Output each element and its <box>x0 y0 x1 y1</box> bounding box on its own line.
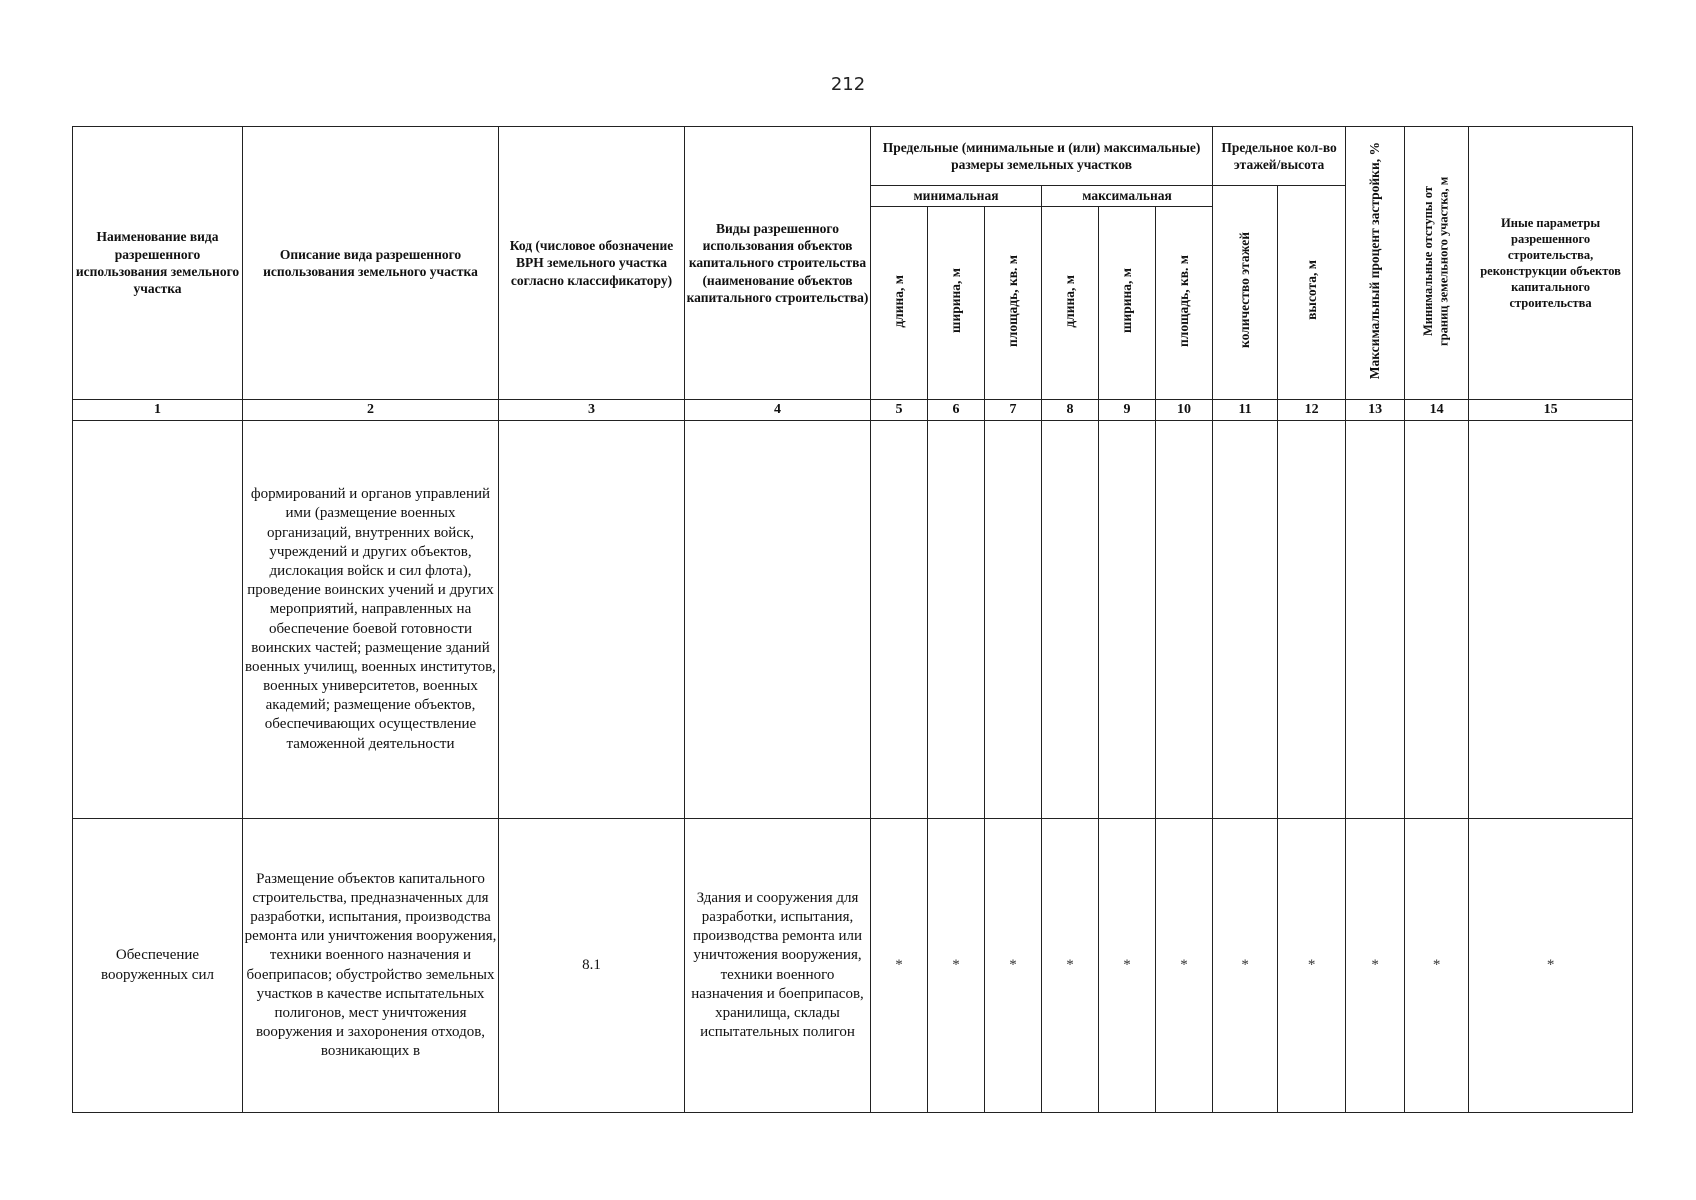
header-min-setbacks: Минимальные отступы от границ земельного участка, м <box>1405 127 1469 400</box>
column-number: 13 <box>1346 400 1405 421</box>
value-cell: * <box>1156 819 1213 1113</box>
value-cell: * <box>871 819 928 1113</box>
value-cell <box>871 421 928 819</box>
header-plot-sizes: Предельные (минимальные и (или) максимальные) размеры земельных участков <box>871 127 1213 186</box>
value-cell <box>928 421 985 819</box>
table-row <box>73 819 1633 1113</box>
column-number: 1 <box>73 400 243 421</box>
value-cell: * <box>928 819 985 1113</box>
header-floors-group: Предельное кол-во этажей/высота <box>1213 127 1346 186</box>
header-description: Описание вида разрешенного использования земельного участка <box>243 127 499 400</box>
row-code-cell <box>499 421 685 819</box>
column-number: 2 <box>243 400 499 421</box>
value-cell: * <box>1405 819 1469 1113</box>
column-number: 9 <box>1099 400 1156 421</box>
column-number: 15 <box>1469 400 1633 421</box>
row-building-types-cell <box>685 421 871 819</box>
header-max-width: ширина, м <box>1099 207 1156 400</box>
value-cell <box>1099 421 1156 819</box>
column-number: 8 <box>1042 400 1099 421</box>
value-cell: * <box>1213 819 1278 1113</box>
header-floors-count: количество этажей <box>1213 186 1278 400</box>
value-cell <box>1156 421 1213 819</box>
value-cell <box>1042 421 1099 819</box>
row-description-cell: Размещение объектов капитального строительства, предназначенных для разработки, испытания, производства ремонта или уничтожения вооружения, техники военного назначения и боеприпасов; обустройство земельных участков в качестве испытательных полигонов, мест уничтожения вооружения и захоронения отходов, возникающих в <box>243 819 499 1113</box>
column-number: 12 <box>1278 400 1346 421</box>
column-number: 3 <box>499 400 685 421</box>
column-number: 6 <box>928 400 985 421</box>
column-number: 10 <box>1156 400 1213 421</box>
header-min-width: ширина, м <box>928 207 985 400</box>
table-row <box>73 421 1633 819</box>
value-cell <box>1278 421 1346 819</box>
header-min-length: длина, м <box>871 207 928 400</box>
column-number: 4 <box>685 400 871 421</box>
row-building-types-cell: Здания и сооружения для разработки, испытания, производства ремонта или уничтожения вооружения, техники военного назначения и боеприпасов, хранилища, склады испытательных полигон <box>685 819 871 1113</box>
header-height: высота, м <box>1278 186 1346 400</box>
value-cell <box>1405 421 1469 819</box>
value-cell: * <box>1346 819 1405 1113</box>
value-cell <box>1213 421 1278 819</box>
value-cell <box>985 421 1042 819</box>
column-number: 14 <box>1405 400 1469 421</box>
column-number: 11 <box>1213 400 1278 421</box>
row-name-cell <box>73 421 243 819</box>
header-max-coverage: Максимальный процент застройки, % <box>1346 127 1405 400</box>
value-cell: * <box>1278 819 1346 1113</box>
value-cell <box>1469 421 1633 819</box>
header-building-types: Виды разрешенного использования объектов капитального строительства (наименование объектов капитального строительства) <box>685 127 871 400</box>
column-number: 5 <box>871 400 928 421</box>
row-description-cell: формирований и органов управлений ими (размещение военных организаций, внутренних войск, учреждений и других объектов, дислокация войск и сил флота), проведение воинских учений и других мероприятий, направленных на обеспечение боевой готовности воинских частей; размещение зданий военных училищ, военных институтов, военных университетов, военных академий; размещение объектов, обеспечивающих осуществление таможенной деятельности <box>243 421 499 819</box>
header-name: Наименование вида разрешенного использования земельного участка <box>73 127 243 400</box>
header-other-params: Иные параметры разрешенного строительства, реконструкции объектов капитального строительства <box>1469 127 1633 400</box>
header-max-length: длина, м <box>1042 207 1099 400</box>
column-number-row <box>73 400 1633 421</box>
value-cell: * <box>1042 819 1099 1113</box>
header-row-1 <box>73 127 1633 186</box>
row-name-cell: Обеспечение вооруженных сил <box>73 819 243 1113</box>
value-cell: * <box>985 819 1042 1113</box>
header-min-area: площадь, кв. м <box>985 207 1042 400</box>
header-minimum: минимальная <box>871 186 1042 207</box>
row-code-cell: 8.1 <box>499 819 685 1113</box>
header-max-area: площадь, кв. м <box>1156 207 1213 400</box>
page-number: 212 <box>830 74 866 95</box>
zoning-parameters-table <box>72 126 1633 1113</box>
column-number: 7 <box>985 400 1042 421</box>
header-maximum: максимальная <box>1042 186 1213 207</box>
value-cell <box>1346 421 1405 819</box>
header-code: Код (числовое обозначение ВРН земельного участка согласно классификатору) <box>499 127 685 400</box>
value-cell: * <box>1099 819 1156 1113</box>
value-cell: * <box>1469 819 1633 1113</box>
